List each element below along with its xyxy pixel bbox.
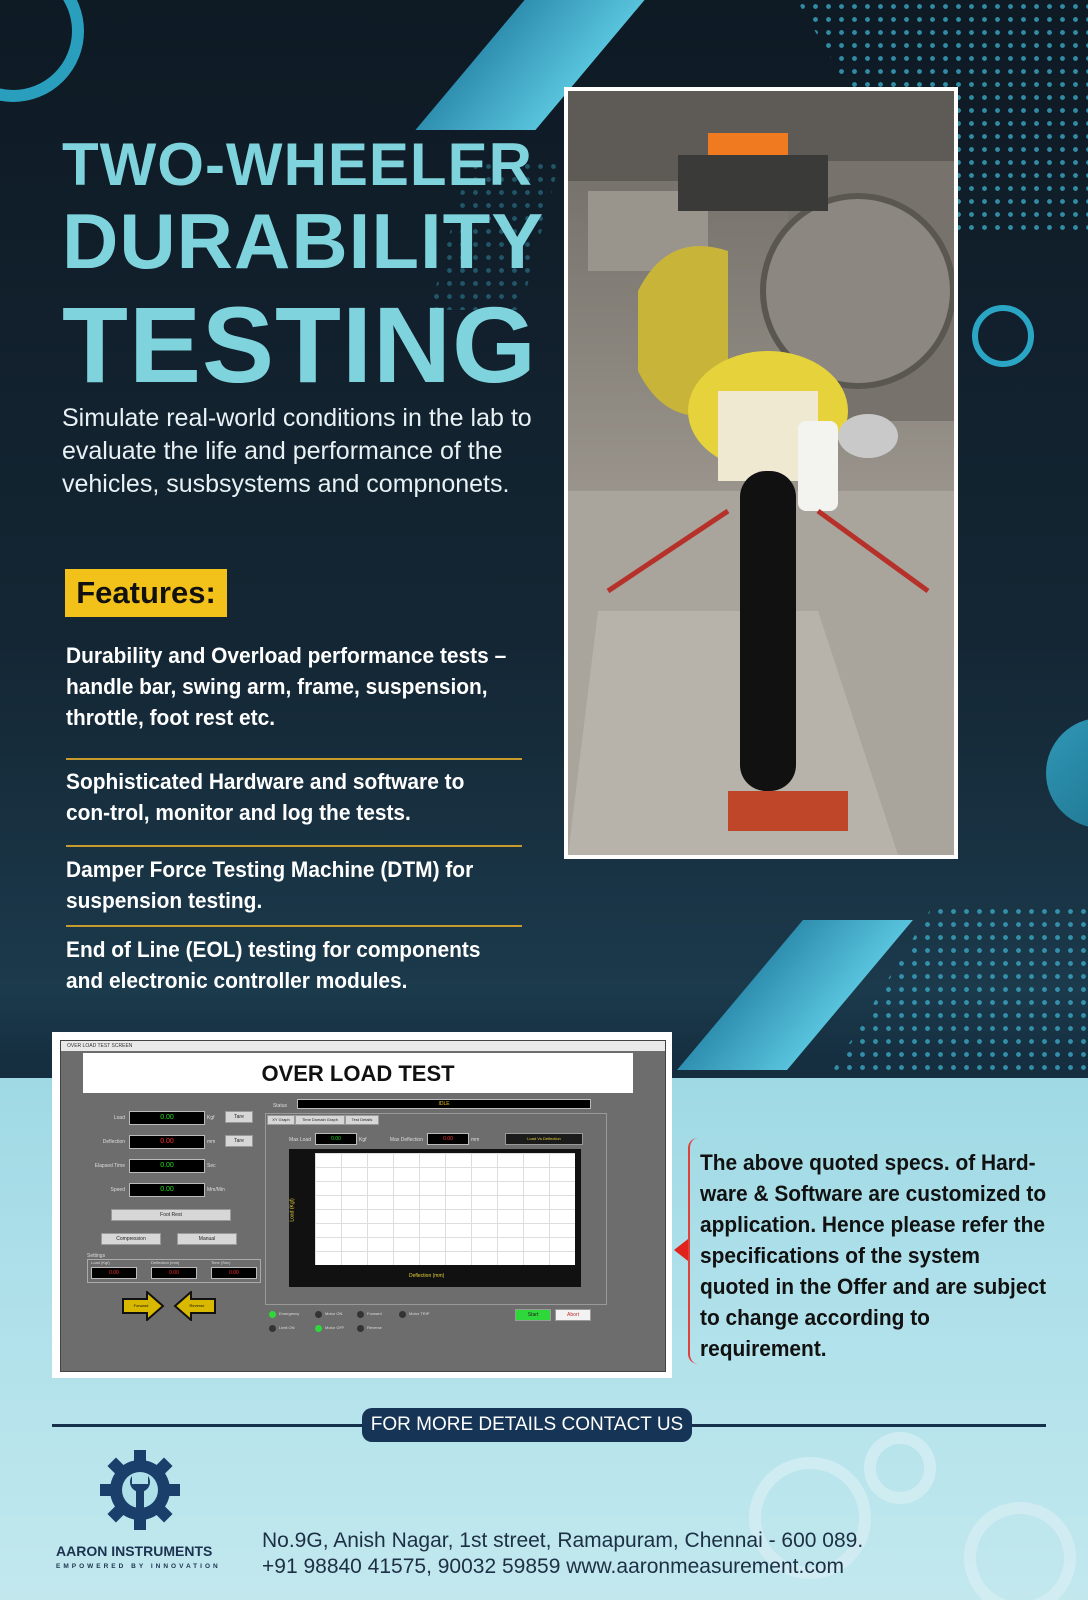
decor-ring-top-left <box>0 0 84 102</box>
deflection-label: Deflection <box>102 1139 125 1145</box>
feature-item-1: Durability and Overload performance tests – handle bar, swing arm, frame, suspension, throttle, foot rest etc. <box>66 643 507 730</box>
settings-col-time: Time (Sec) <box>211 1260 231 1265</box>
elapsed-time-field: 0.00 <box>129 1159 205 1173</box>
abort-button[interactable]: Abort <box>555 1309 591 1321</box>
load-label: Load <box>113 1115 125 1121</box>
company-tagline: EMPOWERED BY INNOVATION <box>56 1563 221 1570</box>
speed-unit: Mm/Min <box>207 1187 225 1193</box>
test-mode-selector[interactable]: Load Vs Deflection <box>505 1133 583 1145</box>
feature-divider-3 <box>66 925 522 927</box>
software-window <box>60 1040 666 1372</box>
chart-plot-area <box>315 1153 575 1265</box>
control-selector[interactable]: Manual <box>177 1233 237 1245</box>
indicator-motor-trip-icon <box>399 1311 406 1318</box>
load-unit: Kgf <box>207 1115 215 1121</box>
reverse-label: Reverse <box>189 1303 205 1308</box>
company-phone-website[interactable]: +91 98840 41575, 90032 59859 www.aaronmeasurement.com <box>262 1555 844 1578</box>
software-screenshot <box>52 1032 672 1378</box>
indicator-panel <box>265 1307 465 1337</box>
speed-label: Speed <box>110 1187 125 1193</box>
tab-xy-graph[interactable]: XY Graph <box>267 1115 295 1125</box>
indicator-limit-on-icon <box>269 1325 276 1332</box>
title-line-1: TWO-WHEELER <box>62 131 533 198</box>
start-button[interactable]: Start <box>515 1309 551 1321</box>
indicator-motor-on-label: Motor ON <box>325 1311 343 1316</box>
software-header: OVER LOAD TEST <box>83 1053 633 1093</box>
load-field: 0.00 <box>129 1111 205 1125</box>
title-line-3: TESTING <box>62 284 538 405</box>
motorcycle-illustration <box>568 91 954 855</box>
indicator-forward-icon <box>357 1311 364 1318</box>
note-pointer-icon <box>674 1239 688 1261</box>
indicator-reverse-icon <box>357 1325 364 1332</box>
settings-label: Settings <box>87 1253 106 1259</box>
indicator-motor-off-label: Motor OFF <box>325 1325 345 1330</box>
feature-divider-2 <box>66 845 522 847</box>
deflection-unit: mm <box>207 1139 216 1145</box>
motorcycle-photo <box>564 87 958 859</box>
speed-field: 0.00 <box>129 1183 205 1197</box>
company-name: AARON INSTRUMENTS <box>56 1543 213 1559</box>
tab-time-domain[interactable]: Time Domain Graph <box>295 1115 345 1125</box>
decor-ring-right <box>972 305 1034 367</box>
gear-wrench-logo-icon <box>98 1448 182 1532</box>
chart-y-axis-label: Load (Kgf) <box>289 1198 296 1222</box>
indicator-motor-off-icon <box>315 1325 322 1332</box>
software-titlebar: OVER LOAD TEST SCREEN <box>61 1041 665 1051</box>
max-load-field: 0.00 <box>315 1133 357 1145</box>
feature-item-3: Damper Force Testing Machine (DTM) for suspension testing. <box>66 857 474 913</box>
indicator-forward-label: Forward <box>367 1311 382 1316</box>
status-field: IDLE <box>297 1099 591 1109</box>
status-label: Status <box>272 1103 287 1109</box>
title-line-2: DURABILITY <box>62 197 545 285</box>
feature-item-4: End of Line (EOL) testing for components and electronic controller modules. <box>66 937 481 993</box>
footrest-selector[interactable]: Foot Rest <box>111 1209 231 1221</box>
max-deflection-label: Max Deflection <box>389 1137 423 1143</box>
indicator-emergency-icon <box>269 1311 276 1318</box>
settings-deflection-field[interactable]: 0.00 <box>151 1267 197 1279</box>
company-address: No.9G, Anish Nagar, 1st street, Ramapuram, Chennai - 600 089. <box>262 1529 864 1552</box>
deflection-tare-button[interactable]: Tare <box>225 1135 253 1147</box>
max-deflection-field: 0.00 <box>427 1133 469 1145</box>
features-badge: Features: <box>65 569 227 617</box>
max-deflection-unit: mm <box>471 1137 480 1143</box>
mode-selector[interactable]: Compression <box>101 1233 161 1245</box>
indicator-limit-on-label: Limit ON <box>279 1325 295 1330</box>
decor-half-circle <box>1046 718 1088 828</box>
settings-time-field[interactable]: 0.00 <box>211 1267 257 1279</box>
indicator-motor-trip-label: Motor TRIP <box>409 1311 430 1316</box>
elapsed-time-label: Elapsed Time <box>94 1163 125 1169</box>
max-load-label: Max Load <box>289 1137 311 1143</box>
tab-test-details[interactable]: Test Details <box>345 1115 379 1125</box>
settings-load-field[interactable]: 0.00 <box>91 1267 137 1279</box>
max-load-unit: Kgf <box>359 1137 367 1143</box>
disclaimer-note: The above quoted specs. of Hard-ware & Software are customized to application. Hence please refer the specifications of the system quoted in the Offer and are subject to change according to requirement. <box>700 1150 1047 1361</box>
chart-x-axis-label: Deflection (mm) <box>409 1273 445 1279</box>
indicator-motor-on-icon <box>315 1311 322 1318</box>
feature-item-2: Sophisticated Hardware and software to con-trol, monitor and log the tests. <box>66 769 465 825</box>
intro-paragraph: Simulate real-world conditions in the lab to evaluate the life and performance of the vehicles, susbsystems and compnonets. <box>62 404 532 498</box>
load-deflection-chart <box>289 1149 581 1287</box>
deflection-field: 0.00 <box>129 1135 205 1149</box>
forward-label: Forward <box>133 1303 149 1308</box>
settings-col-load: Load (Kgf) <box>91 1260 110 1265</box>
feature-divider-1 <box>66 758 522 760</box>
contact-us-banner[interactable]: FOR MORE DETAILS CONTACT US <box>362 1408 692 1442</box>
load-tare-button[interactable]: Tare <box>225 1111 253 1123</box>
settings-col-deflection: Deflection (mm) <box>151 1260 180 1265</box>
indicator-emergency-label: Emergency <box>279 1311 300 1316</box>
indicator-reverse-label: Reverse <box>367 1325 382 1330</box>
elapsed-time-unit: Sec <box>207 1163 216 1169</box>
